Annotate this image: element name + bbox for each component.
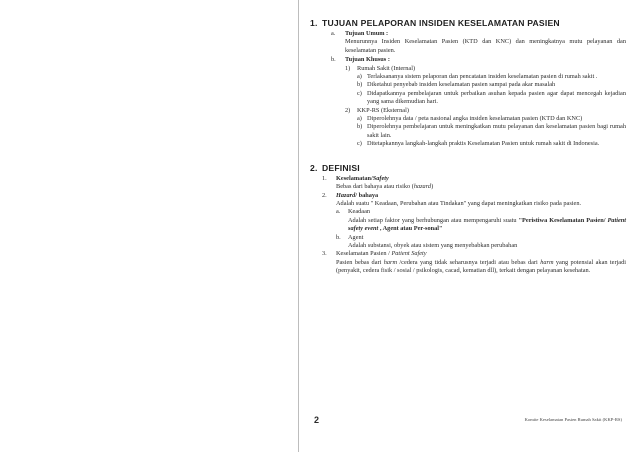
document-body [310, 18, 626, 276]
internal-heading [310, 65, 626, 73]
definition-2a-heading [310, 208, 626, 216]
definition-2b-title: Agent [348, 233, 364, 241]
internal-title: Rumah Sakit (Internal) [357, 64, 416, 72]
list-marker: a. [331, 30, 336, 37]
body-text: ) [431, 183, 434, 191]
section-1-number: 1. [310, 18, 318, 28]
definition-2b-body: Adalah substansi, obyek atau sistem yang menyebabkan perubahan [348, 241, 518, 249]
body-text: /cedera yang tidak seharusnya terjadi atau bebas dari [397, 258, 541, 266]
body-text: yang potensial akan terjadi (penyakit, cedera fisik / sosial / psikologis, cacad, kematian dll), terkait dengan pelayanan kesehatan. [336, 258, 626, 275]
definition-2b-heading [310, 234, 626, 242]
body-text: Pasien bebas dari [336, 258, 384, 266]
bold-term: , Agent atau Per-sonal" [378, 225, 443, 233]
list-marker: 3. [322, 250, 327, 258]
list-marker: b) [357, 123, 363, 131]
italic-term: hazard [413, 183, 432, 191]
list-item [310, 140, 626, 148]
definition-3-heading [310, 250, 626, 258]
list-item-text: Terlaksananya sistem pelaporan dan pencatatan insiden keselamatan pasien di rumah sakit . [367, 73, 598, 81]
list-marker: b. [331, 56, 336, 64]
section-2-heading [310, 163, 626, 174]
eksternal-title: KKP-RS (Eksternal) [357, 106, 409, 114]
page-spine-edge [298, 0, 299, 452]
list-item [310, 81, 626, 89]
definition-2a-body [310, 217, 626, 234]
definition-2-title: / bahaya [355, 191, 379, 199]
tujuan-umum-body: Menurunnya Insiden Keselamatan Pasien (KTD dan KNC) dan meningkatnya mutu pelayanan dan keselamatan pasien. [345, 38, 626, 54]
list-marker: b. [336, 233, 341, 241]
list-marker: 1. [322, 174, 327, 182]
list-item-text: Didapatkannya pembelajaran untuk perbaikan asuhan kepada pasien agar dapat mencegah kejadian yang sama dikemudian hari. [367, 89, 626, 106]
definition-3-title-english: Patient Safety [391, 250, 427, 258]
definition-2-heading [310, 192, 626, 200]
list-marker: c) [357, 89, 362, 97]
definition-2-title-english: Hazard [336, 191, 356, 199]
section-2-title: DEFINISI [322, 162, 360, 173]
list-marker: a) [357, 115, 362, 123]
list-item [310, 115, 626, 123]
tujuan-khusus-heading [310, 56, 626, 64]
bold-term: "Peristiwa Keselamatan Pasien/ [518, 216, 608, 224]
body-text: Bebas dari bahaya atau risiko ( [336, 183, 414, 191]
list-item-text: Diperolehnya pembelajaran untuk meningkatkan mutu pelayanan dan keselamatan pasien bagi rumah sakit lain. [367, 123, 626, 139]
definition-1-title-english: Safety [372, 174, 389, 182]
definition-3-title: Keselamatan Pasien / [336, 250, 392, 258]
list-marker: a. [336, 208, 341, 216]
definition-1-body [310, 183, 626, 191]
section-2-number: 2. [310, 162, 318, 173]
body-text: Adalah setiap faktor yang berhubungan atau mempengaruhi suatu [348, 216, 519, 224]
italic-term: harm [540, 258, 554, 266]
list-item-text: Diperolehnya data / peta nasional angka insiden keselamatan pasien (KTD dan KNC) [367, 115, 583, 123]
definition-2a-title: Keadaan [348, 208, 371, 216]
tujuan-khusus-title: Tujuan Khusus : [345, 56, 390, 64]
list-item-text: Ditetapkannya langkah-langkah praktis Keselamatan Pasien untuk rumah sakit di Indonesia. [367, 140, 600, 148]
italic-term: harm [383, 258, 398, 266]
list-marker: c) [357, 140, 362, 148]
definition-3-body [310, 259, 626, 276]
tujuan-umum-title: Tujuan Umum : [345, 30, 389, 37]
definition-1-heading [310, 175, 626, 183]
list-marker: 2) [345, 106, 351, 114]
list-item-text: Diketahui penyebab insiden keselamatan pasien sampai pada akar masalah [367, 81, 556, 89]
section-1-title: TUJUAN PELAPORAN INSIDEN KESELAMATAN PASIEN [322, 18, 560, 28]
eksternal-heading [310, 107, 626, 115]
bold-italic-term: Patient safety event [348, 216, 626, 233]
tujuan-umum-heading [310, 30, 626, 38]
list-item [310, 123, 626, 140]
page-number: 2 [314, 415, 320, 425]
list-marker: 1) [345, 64, 351, 72]
blank-left-page [0, 0, 298, 452]
definition-2-body: Adalah suatu " Keadaan, Perubahan atau Tindakan" yang dapat meningkatkan risiko pada pasien. [336, 199, 582, 207]
list-marker: a) [357, 73, 362, 81]
list-item [310, 73, 626, 81]
footer-note: Komite Keselamatan Pasien Rumah Sakit (KKP-RS) [524, 417, 622, 422]
list-item [310, 90, 626, 107]
list-marker: b) [357, 81, 363, 89]
section-1-heading [310, 18, 626, 29]
list-marker: 2. [322, 191, 327, 199]
definition-1-title: Keselamatan/ [336, 174, 373, 182]
